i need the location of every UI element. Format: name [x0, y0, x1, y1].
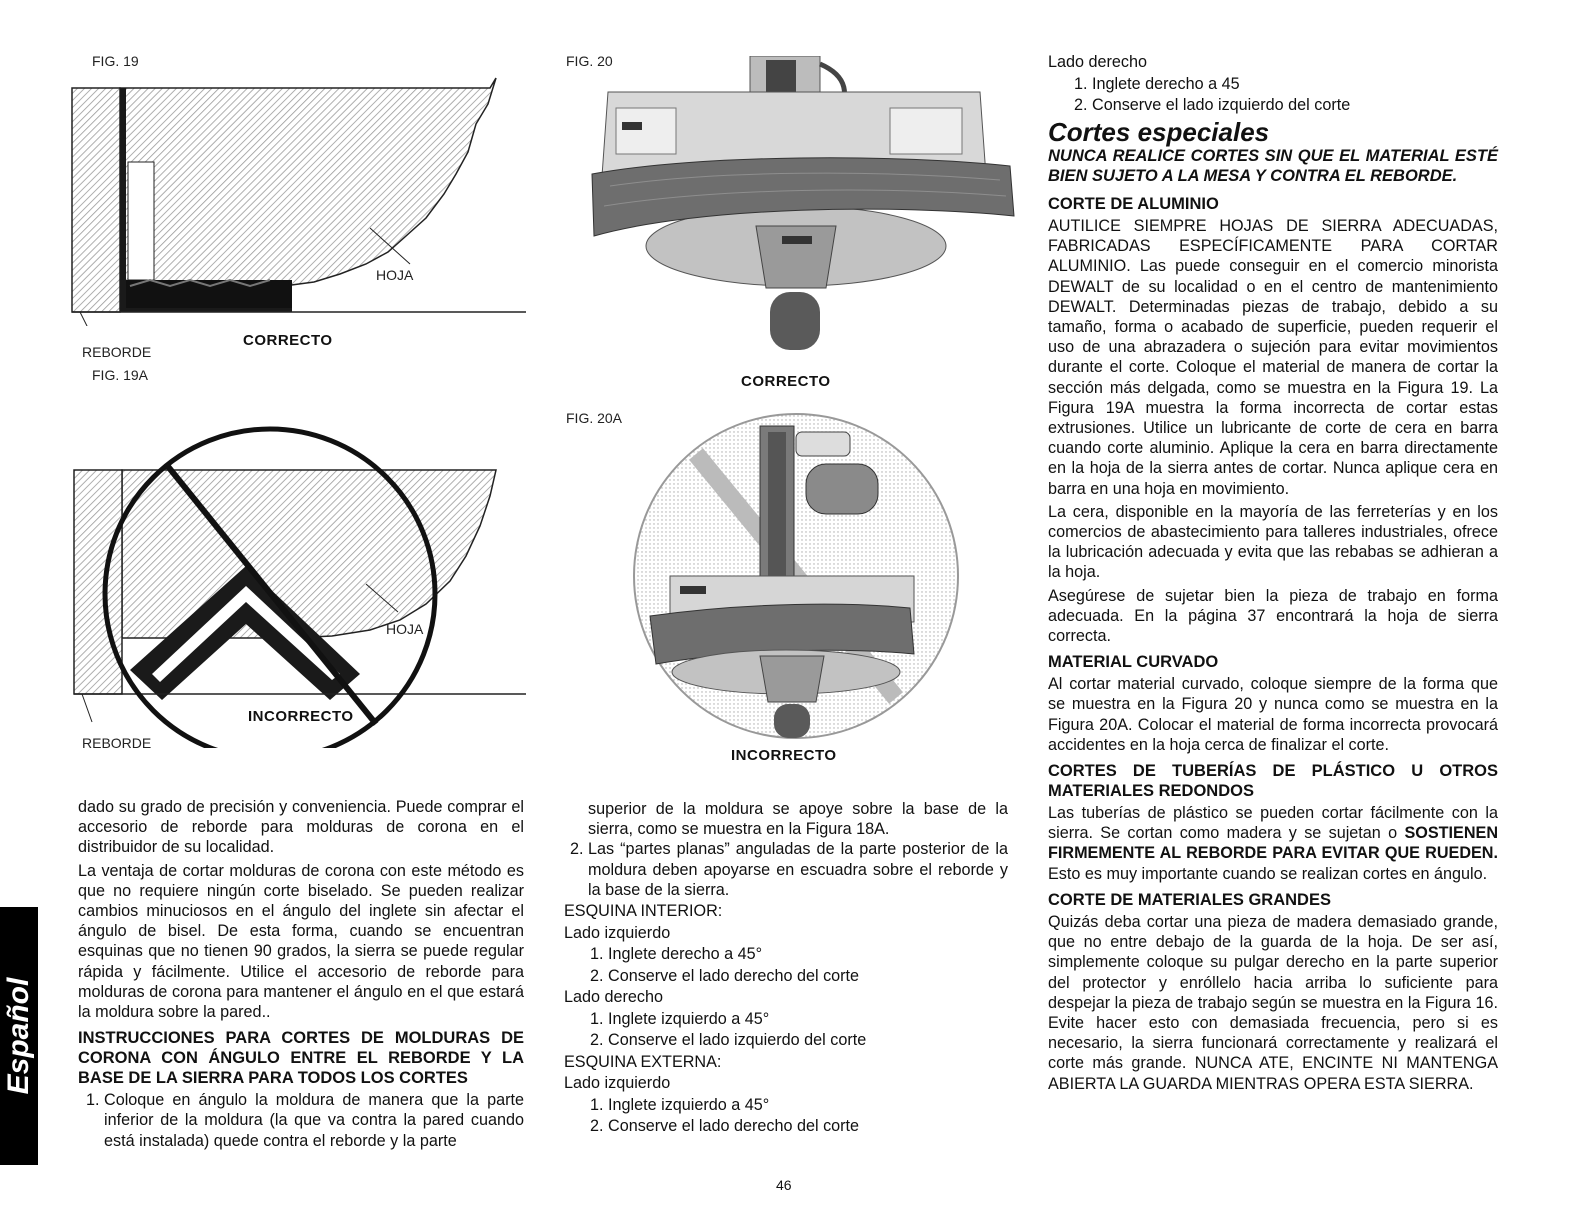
fig19a-blade-label: HOJA [386, 621, 424, 637]
pipe-para-a: Las tuberías de plástico se pueden cortar fácilmente con la sierra. Se cortan como madera y se sujetan o [1048, 804, 1498, 843]
fig19a-fence-label: REBORDE [82, 735, 152, 751]
outer-right-step-2: 2. Conserve el lado izquierdo del corte [1074, 96, 1351, 114]
inner-left-side: Lado izquierdo [564, 923, 671, 942]
outer-corner-heading: ESQUINA EXTERNA: [564, 1052, 722, 1071]
curved-para: Al cortar material curvado, coloque siempre de la forma que se muestra en la Figura 20 y nunca como se muestra en la Figura 20A. Colocar el material de forma incorrecta provocará accidentes en la hoja cerca de finalizar el corte. [1048, 675, 1498, 754]
left-column [78, 797, 524, 1151]
list-item-text: Coloque en ángulo la moldura de manera que la parte inferior de la moldura (la que va contra la pared cuando está instalada) quede contra el reborde y la parte [104, 1091, 524, 1150]
fig19a-caption: INCORRECTO [248, 708, 354, 725]
language-side-tab [0, 907, 38, 1165]
fig19-blade-label: HOJA [376, 267, 414, 283]
inner-left-step-1: 1. Inglete derecho a 45° [590, 945, 763, 963]
large-para: Quizás deba cortar una pieza de madera demasiado grande, que no entre debajo de la guarda de la hoja. De ser así, simplemente coloque su pulgar derecho en la parte superior del protector y enróllelo hacia arriba lo suficiente para despejar la pieza de trabajo según se muestra en la Figura 16. Evite hacer esto con demasiada frecuencia, pero si es necesario, la sierra funcionará correctamente y realizará el corte más grande. NUNCA ATE, ENCINTE NI MANTENGA ABIERTA LA GUARDA MIENTRAS OPERA ESTA SIERRA. [1048, 912, 1498, 1093]
fig19-fence-label: REBORDE [82, 344, 152, 360]
curved-heading: MATERIAL CURVADO [1048, 653, 1219, 672]
pipe-para-b: Esto es muy importante cuando se realizan cortes en ángulo. [1048, 864, 1488, 883]
outer-right-side: Lado derecho [1048, 53, 1148, 71]
language-tab-label: Español [2, 977, 35, 1095]
list-number: 2. [570, 840, 584, 859]
inner-right-step-2: 2. Conserve el lado izquierdo del corte [590, 1031, 867, 1049]
inner-corner-heading: ESQUINA INTERIOR: [564, 902, 723, 920]
fig19a-label: FIG. 19A [92, 367, 149, 383]
fig20a-caption: INCORRECTO [731, 747, 837, 764]
fig19a-illustration [70, 376, 530, 748]
outer-left-step-2: 2. Conserve el lado derecho del corte [590, 1117, 860, 1135]
inner-left-step-2: 2. Conserve el lado derecho del corte [590, 966, 860, 985]
inner-right-side: Lado derecho [564, 988, 664, 1006]
outer-right-instructions [1048, 52, 1496, 117]
list-number: 1. [86, 1091, 100, 1110]
aluminum-para-2: La cera, disponible en la mayoría de las ferreterías y en los comercios de abastecimiento para talleres industriales, ofrece la lubricación adecuada y evita que las rebabas se adhieran a la hoja. [1048, 502, 1498, 582]
list-item [562, 799, 1008, 839]
special-cuts-section [1048, 118, 1498, 1097]
aluminum-para-1: AUTILICE SIEMPRE HOJAS DE SIERRA ADECUADAS, FABRICADAS ESPECÍFICAMENTE PARA CORTAR ALUMINIO. Las puede conseguir en el comercio minorista DEWALT de su localidad o en el centro de mantenimiento DEWALT. Determinadas piezas de trabajo, debido a su tamaño, forma o acabado de superficie, pueden requerir el uso de una abrazadera o sujeción para evitar movimientos durante el corte. Coloque el material de manera de cortar la sección más delgada, como se muestra en la Figura 19. La Figura 19A muestra la forma incorrecta de cortar estas extrusiones. Utilice un lubricante de corte de cera en barra cuando corte aluminio. Aplique la cera en barra directamente en la hoja de la sierra antes de cortar. Nunca aplique cera en barra en una hoja en movimiento. [1048, 217, 1498, 498]
outer-left-step-1: 1. Inglete izquierdo a 45° [590, 1095, 770, 1114]
section-title: Cortes especiales [1048, 117, 1270, 147]
inner-right-step-1: 1. Inglete izquierdo a 45° [590, 1009, 770, 1028]
list-item-text: superior de la moldura se apoye sobre la base de la sierra, como se muestra en la Figura 18A. [588, 800, 1008, 839]
list-item [562, 839, 1008, 900]
list-item-text: Las “partes planas” anguladas de la parte posterior de la moldura deben apoyarse en escuadra sobre el reborde y la base de la sierra. [588, 840, 1008, 899]
middle-column [562, 799, 1008, 900]
page-number: 46 [776, 1177, 792, 1193]
fig20-caption: CORRECTO [741, 373, 831, 390]
left-para-1: dado su grado de precisión y conveniencia. Puede comprar el accesorio de reborde para molduras de corona en el distribuidor de su localidad. [78, 798, 524, 857]
left-para-2: La ventaja de cortar molduras de corona con este método es que no requiere ningún corte biselado. Se pueden realizar cambios minuciosos en el ángulo del inglete sin afectar el ángulo de bisel. De esta forma, cuando se encuentran esquinas que no tienen 90 grados, la sierra se puede regular rápida y fácilmente. Utilice el accesorio de reborde para molduras de corona para mantener el ángulo en el que estará la moldura sobre la pared.. [78, 861, 524, 1022]
crown-molding-heading: INSTRUCCIONES PARA CORTES DE MOLDURAS DE CORONA CON ÁNGULO ENTRE EL REBORDE Y LA BASE DE LA SIERRA PARA TODOS LOS CORTES [78, 1029, 524, 1088]
warning-text: NUNCA REALICE CORTES SIN QUE EL MATERIAL ESTÉ BIEN SUJETO A LA MESA Y CONTRA EL REBORDE. [1048, 147, 1498, 185]
large-heading: CORTE DE MATERIALES GRANDES [1048, 890, 1331, 909]
fig20a-label: FIG. 20A [566, 410, 623, 426]
pipe-para-bold: SOSTIENEN FIRMEMENTE AL REBORDE PARA EVITAR QUE RUEDEN. [1048, 824, 1499, 863]
fig20-illustration [580, 56, 1020, 374]
fig19-caption: CORRECTO [243, 332, 333, 349]
fig20a-illustration [600, 402, 1004, 748]
fig19-label: FIG. 19 [92, 53, 139, 69]
aluminum-heading: CORTE DE ALUMINIO [1048, 195, 1219, 213]
corner-instructions [564, 901, 1010, 1138]
list-item [78, 1090, 524, 1151]
pipe-heading: CORTES DE TUBERÍAS DE PLÁSTICO U OTROS MATERIALES REDONDOS [1048, 762, 1498, 801]
fig20-label: FIG. 20 [566, 53, 613, 69]
outer-left-side: Lado izquierdo [564, 1074, 671, 1092]
outer-right-step-1: 1. Inglete derecho a 45 [1074, 74, 1240, 93]
fig19-illustration [70, 74, 530, 326]
pipe-para [1048, 803, 1498, 884]
aluminum-para-3: Asegúrese de sujetar bien la pieza de trabajo en forma adecuada. En la página 37 encontrará la hoja de sierra correcta. [1048, 586, 1498, 646]
